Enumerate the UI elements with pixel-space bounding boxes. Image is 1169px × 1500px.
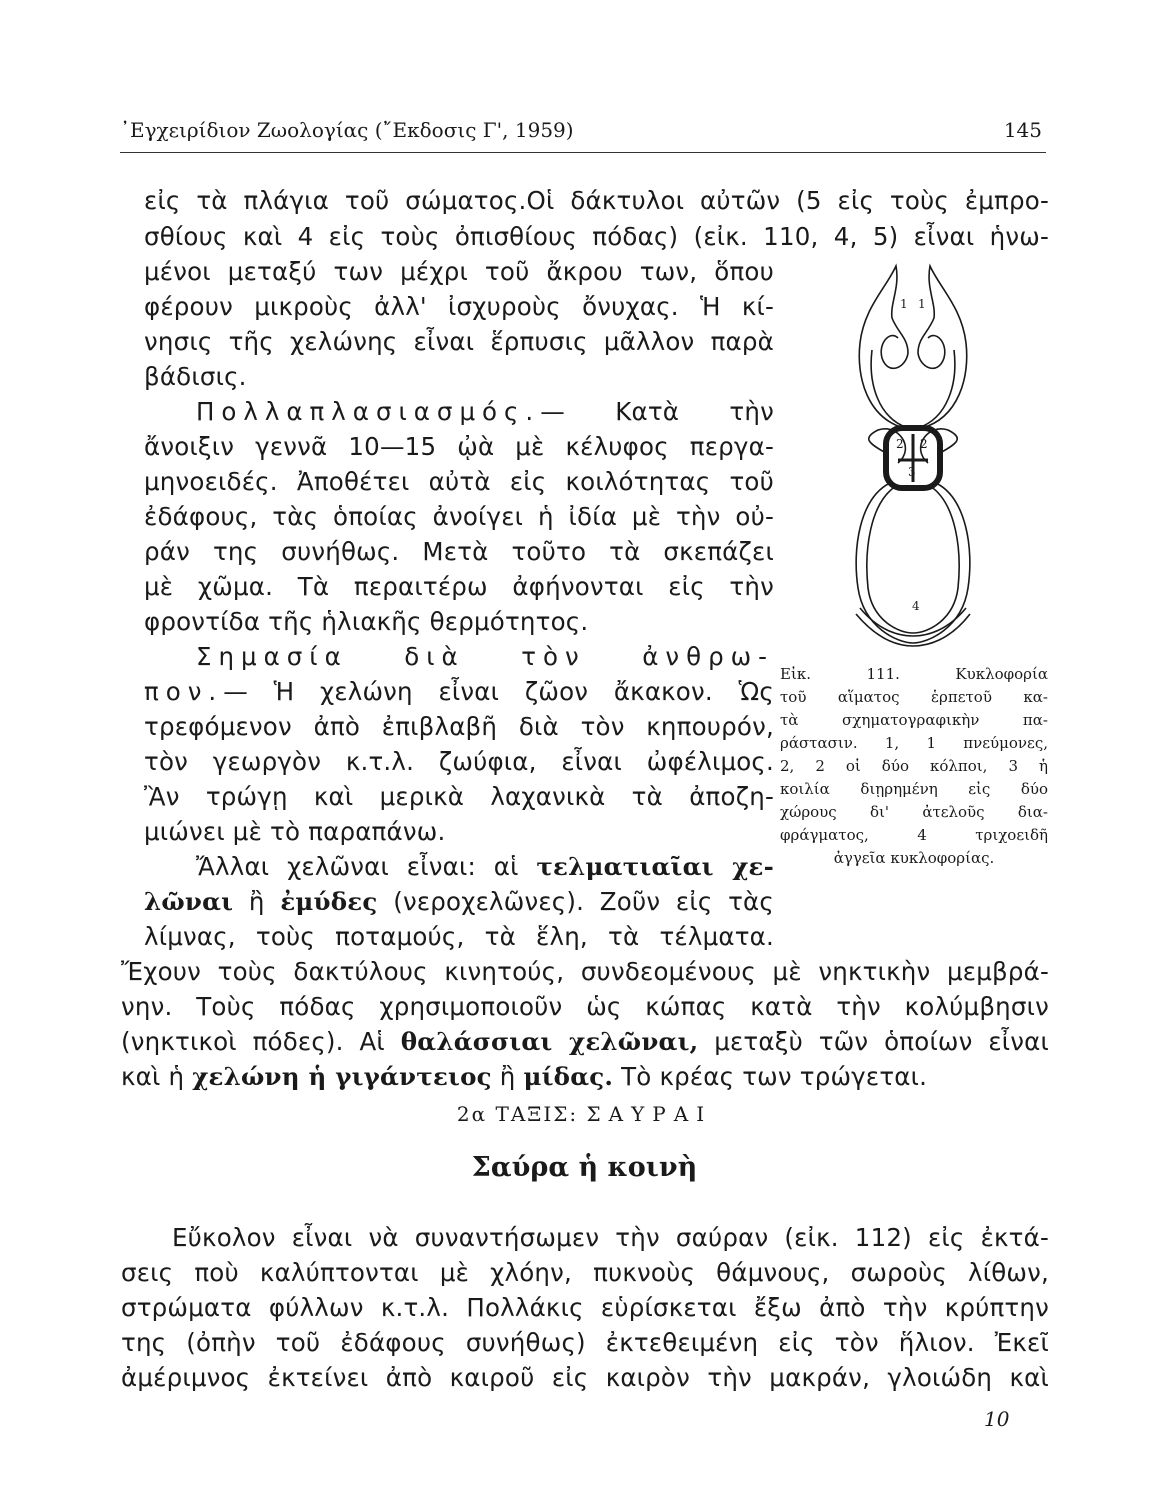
text-line: στρώματα φύλλων κ.τ.λ. Πολλάκις εὑρίσκεται ἔξω ἀπὸ τὴν κρύπτην [121, 1293, 1049, 1322]
text-line: λίμνας, τοὺς ποταμούς, τὰ ἕλη, τὰ τέλματα. [144, 922, 774, 951]
bold-term: ἐμύδες [280, 887, 378, 916]
text-line: φροντίδα τῆς ἡλιακῆς θερμότητος. [144, 607, 589, 636]
figure-caption-line: ἀγγεῖα κυκλοφορίας. [833, 849, 995, 867]
figure-caption-line: φράγματος, 4 τριχοειδῆ [780, 826, 1048, 844]
importance-heading: Σημασία διὰ τὸν ἀνθρω- [196, 642, 774, 671]
section-heading [0, 1102, 1169, 1126]
importance-paragraph-line: πον.— Ἡ χελώνη εἶναι ζῶον ἄκακον. Ὡς [144, 677, 774, 706]
bold-term: χελώνη ἡ γιγάντειος [192, 1062, 492, 1091]
text-line: Ἔχουν τοὺς δακτύλους κινητούς, συνδεομένους μὲ νηκτικὴν μεμβρά- [121, 957, 1049, 986]
text-line: νησις τῆς χελώνης εἶναι ἕρπυσις μᾶλλον παρὰ [144, 327, 774, 356]
figure-caption-line: ράστασιν. 1, 1 πνεύμονες, [780, 734, 1048, 752]
page-number: 145 [1003, 118, 1042, 142]
bold-term: θαλάσσιαι χελῶναι, [400, 1027, 699, 1056]
text-line: μηνοειδές. Ἀποθέτει αὐτὰ εἰς κοιλότητας τοῦ [144, 467, 774, 496]
figure-caption-line: 2, 2 οἱ δύο κόλποι, 3 ἡ [780, 757, 1048, 775]
circulation-diagram [838, 258, 988, 663]
text-line: ἄνοιξιν γεννᾶ 10—15 ᾠὰ μὲ κέλυφος περγα- [144, 432, 774, 461]
text-line: νην. Τοὺς πόδας χρησιμοποιοῦν ὡς κώπας κατὰ τὴν κολύμβησιν [121, 992, 1049, 1021]
figure-caption-line: τὰ σχηματογραφικὴν πα- [780, 711, 1048, 729]
text-line: ἀμέριμνος ἐκτείνει ἀπὸ καιροῦ εἰς καιρὸν τὴν μακράν, γλοιώδη καὶ [121, 1363, 1049, 1392]
text-line: μένοι μεταξύ των μέχρι τοῦ ἄκρου των, ὅπου [144, 257, 774, 286]
book-title: ᾿Εγχειρίδιον Ζωολογίας (῎Εκδοσις Γ', 1959) [120, 118, 574, 142]
figure-caption-line: κοιλία διῃρημένη εἰς δύο [780, 780, 1048, 798]
section-order: 2α ΤΑΞΙΣ: [456, 1102, 579, 1126]
text-line: φέρουν μικροὺς ἀλλ' ἰσχυροὺς ὄνυχας. Ἡ κί- [144, 292, 774, 321]
other-turtles-line: λῶναι ἢ ἐμύδες (νεροχελῶνες). Ζοῦν εἰς τὰς [144, 887, 774, 916]
text-line: Εὔκολον εἶναι νὰ συναντήσωμεν τὴν σαύραν (εἰκ. 112) εἰς ἐκτά- [172, 1223, 1049, 1252]
text-line: σεις ποὺ καλύπτονται μὲ χλόην, πυκνοὺς θάμνους, σωροὺς λίθων, [121, 1258, 1049, 1287]
lung-label: 1 [900, 297, 908, 311]
text-line: μιώνει μὲ τὸ παραπάνω. [144, 817, 446, 846]
text-line: μὲ χῶμα. Τὰ περαιτέρω ἀφήνονται εἰς τὴν [144, 572, 774, 601]
text-line: ἐδάφους, τὰς ὁποίας ἀνοίγει ἡ ἰδία μὲ τὴν οὐ- [144, 502, 774, 531]
figure-caption-line: τοῦ αἵματος ἑρπετοῦ κα- [780, 688, 1048, 706]
signature-mark: 10 [984, 1407, 1010, 1431]
bold-term: μίδας. [523, 1062, 614, 1091]
atrium-label: 2 [896, 437, 904, 451]
ventricle-label: 3 [908, 465, 916, 479]
text-line: Ἂν τρώγῃ καὶ μερικὰ λαχανικὰ τὰ ἀποζη- [144, 782, 774, 811]
figure-caption-line: Εἰκ. 111. Κυκλοφορία [780, 665, 1048, 683]
atrium-label: 2 [920, 437, 928, 451]
running-header [120, 118, 1046, 153]
figure-caption-line: χώρους δι' ἀτελοῦς δια- [780, 803, 1048, 821]
text-line: τρεφόμενον ἀπὸ ἐπιβλαβῆ διὰ τὸν κηπουρόν, [144, 712, 774, 741]
bold-term: λῶναι [144, 887, 234, 916]
capillaries-label: 4 [912, 599, 920, 613]
text-line: τὸν γεωργὸν κ.τ.λ. ζωύφια, εἶναι ὠφέλιμος. [144, 747, 774, 776]
reproduction-heading: Πολλαπλασιασμός. [196, 397, 541, 426]
other-turtles-line: Ἄλλαι χελῶναι εἶναι: αἱ τελματιαῖαι χε- [196, 852, 774, 881]
species-title: Σαύρα ἡ κοινὴ [471, 1152, 698, 1183]
text-line: της (ὀπὴν τοῦ ἐδάφους συνήθως) ἐκτεθειμένη εἰς τὸν ἥλιον. Ἐκεῖ [121, 1328, 1049, 1357]
text-line: ράν της συνήθως. Μετὰ τοῦτο τὰ σκεπάζει [144, 537, 774, 566]
reproduction-paragraph-first-line: Πολλαπλασιασμός.— Κατὰ τὴν [196, 397, 774, 426]
other-turtles-line: καὶ ἡ χελώνη ἡ γιγάντειος ἢ μίδας. Τὸ κρέας των τρώγεται. [121, 1062, 928, 1091]
text-line: σθίους καὶ 4 εἰς τοὺς ὀπισθίους πόδας) (εἰκ. 110, 4, 5) εἶναι ἡνω- [144, 222, 1049, 251]
lung-label: 1 [918, 297, 926, 311]
text-line: εἰς τὰ πλάγια τοῦ σώματος.Οἱ δάκτυλοι αὐτῶν (5 εἰς τοὺς ἐμπρο- [144, 186, 1049, 215]
bold-term: τελματιαῖαι χε- [536, 852, 774, 881]
text-line: βάδισις. [144, 362, 247, 391]
other-turtles-line: (νηκτικοὶ πόδες). Αἱ θαλάσσιαι χελῶναι, μεταξὺ τῶν ὁποίων εἶναι [121, 1027, 1049, 1056]
section-name: ΣΑΥΡΑΙ [586, 1102, 713, 1126]
